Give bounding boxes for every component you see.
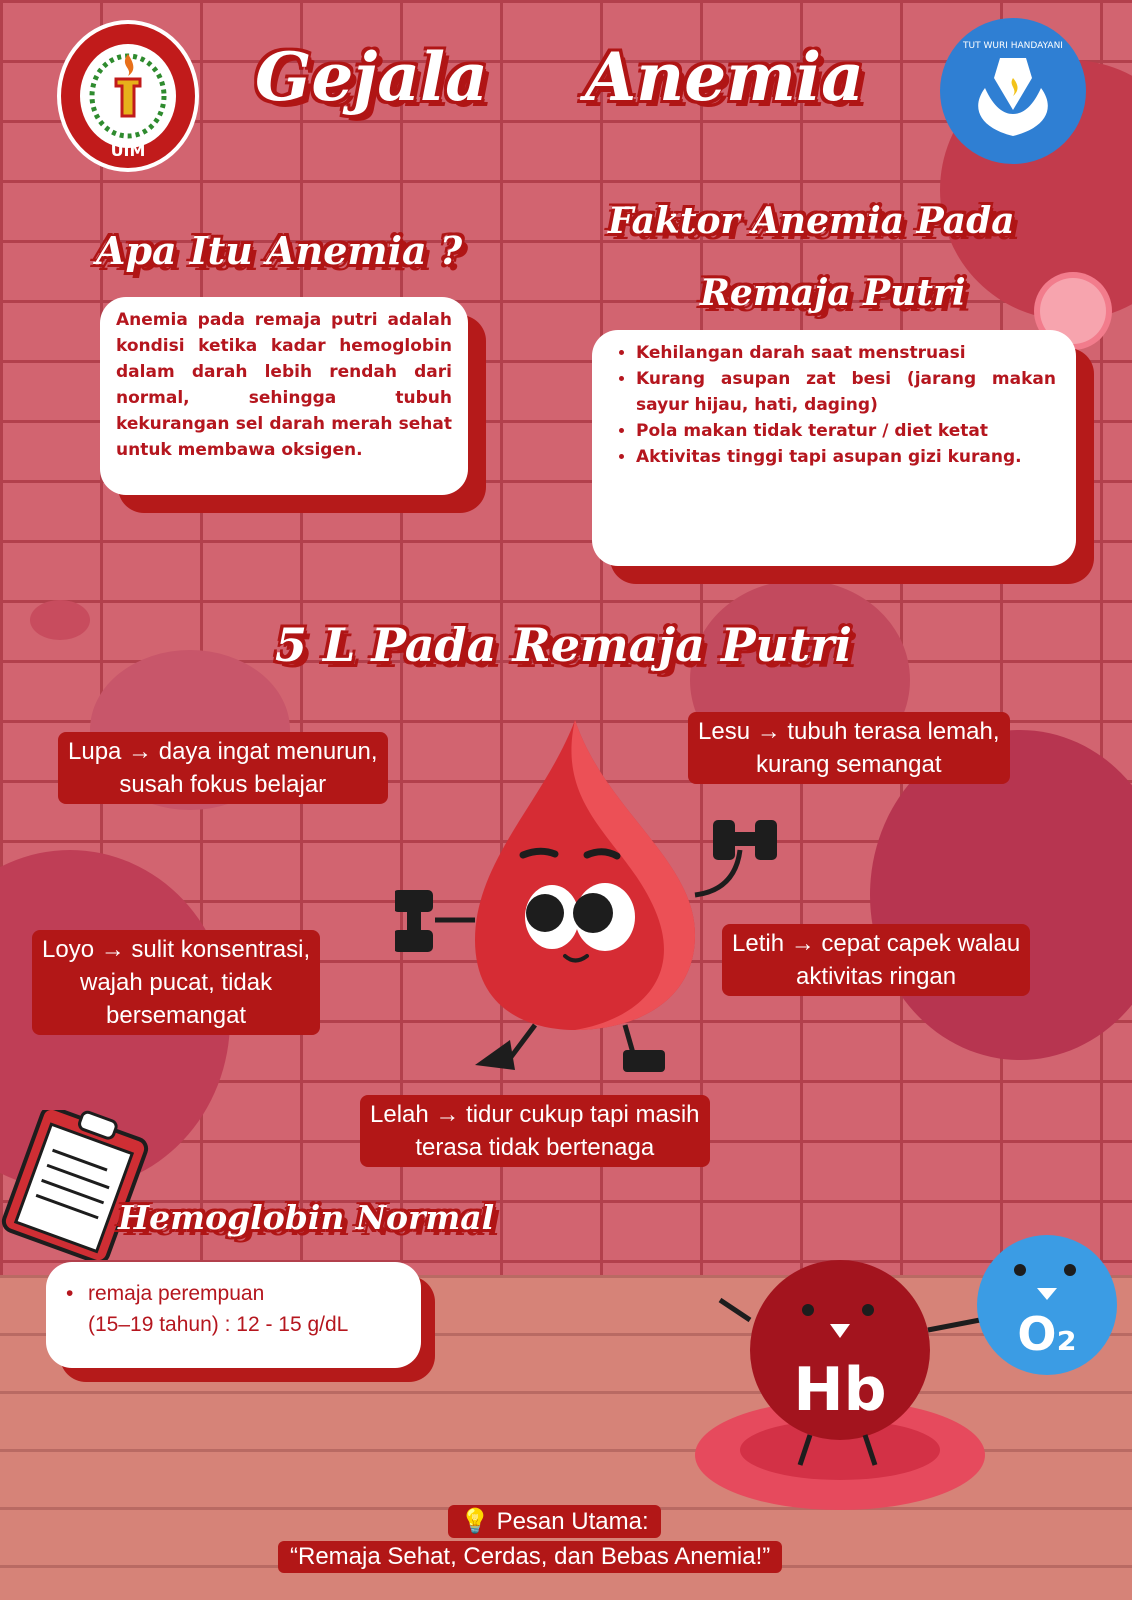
footer-label: Pesan Utama: <box>496 1508 649 1535</box>
footer-quote-box <box>278 1541 782 1573</box>
factor-item: • Kurang asupan zat besi (jarang makan sayur hijau, hati, daging) <box>636 366 1056 418</box>
symptom-lupa <box>58 732 388 804</box>
factor-item: • Kehilangan darah saat menstruasi <box>636 340 1056 366</box>
symptom-lelah <box>360 1095 710 1167</box>
symptom-lupa-line1: Lupa → daya ingat menurun, <box>68 738 378 765</box>
bullet: • <box>66 1282 74 1305</box>
hemoglobin-title: Hemoglobin Normal <box>118 1198 495 1237</box>
factor-item: • Aktivitas tinggi tapi asupan gizi kurang. <box>636 444 1056 470</box>
clipboard-icon <box>0 1110 150 1260</box>
symptom-lelah-line2: terasa tidak bertenaga <box>415 1134 655 1161</box>
symptom-letih <box>722 924 1030 996</box>
hemoglobin-item <box>66 1278 401 1340</box>
symptom-loyo-line1: Loyo → sulit konsentrasi, <box>42 936 311 963</box>
factor-item: • Pola makan tidak teratur / diet ketat <box>636 418 1056 444</box>
blob-small <box>30 600 90 640</box>
lightbulb-small-icon: 💡 <box>460 1508 490 1535</box>
hemoglobin-card <box>46 1262 421 1368</box>
factors-list <box>618 340 1056 470</box>
oxygen-molecule-icon <box>975 1230 1125 1380</box>
symptom-loyo-line2: wajah pucat, tidak <box>80 969 273 996</box>
symptom-letih-line1: Letih → cepat capek walau <box>732 930 1021 957</box>
symptom-loyo <box>32 930 320 1035</box>
symptom-lupa-line2: susah fokus belajar <box>119 771 327 798</box>
tut-wuri-logo-icon <box>940 18 1086 164</box>
factors-card <box>592 330 1076 566</box>
symptom-letih-line2: aktivitas ringan <box>796 963 957 990</box>
footer-quote: “Remaja Sehat, Cerdas, dan Bebas Anemia!” <box>290 1543 771 1570</box>
symptom-lesu <box>688 712 1010 784</box>
o2-label: O₂ <box>1017 1307 1077 1361</box>
symptom-lesu-line1: Lesu → tubuh terasa lemah, <box>698 718 1000 745</box>
symptom-lelah-line1: Lelah → tidur cukup tapi masih <box>370 1101 700 1128</box>
hemoglobin-cell-icon <box>690 1250 1000 1530</box>
definition-card <box>100 297 468 495</box>
symptom-lesu-line2: kurang semangat <box>756 751 942 778</box>
definition-title: Apa Itu Anemia ? <box>96 228 463 273</box>
hemoglobin-line1: remaja perempuan <box>88 1282 265 1305</box>
uim-logo-icon <box>57 20 199 172</box>
footer-label-box <box>448 1505 661 1538</box>
factors-title-line2: Remaja Putri <box>700 272 966 314</box>
definition-body: Anemia pada remaja putri adalah kondisi ketika kadar hemoglobin dalam darah lebih rendah dari normal, sehingga tubuh kekurangan sel darah merah sehat untuk membawa oksigen. <box>116 310 452 460</box>
hb-label: Hb <box>793 1355 887 1425</box>
factors-title-line1: Faktor Anemia Pada <box>608 200 1015 242</box>
five-l-title: 5 L Pada Remaja Putri <box>275 618 852 672</box>
title-anemia: Anemia <box>585 38 864 116</box>
symptom-loyo-line3: bersemangat <box>106 1002 247 1029</box>
uim-abbr: UIM <box>110 141 146 160</box>
title-gejala: Gejala <box>255 38 488 116</box>
hemoglobin-line2: (15–19 tahun) : 12 - 15 g/dL <box>88 1313 349 1336</box>
tut-wuri-text: TUT WURI HANDAYANI <box>963 41 1063 51</box>
